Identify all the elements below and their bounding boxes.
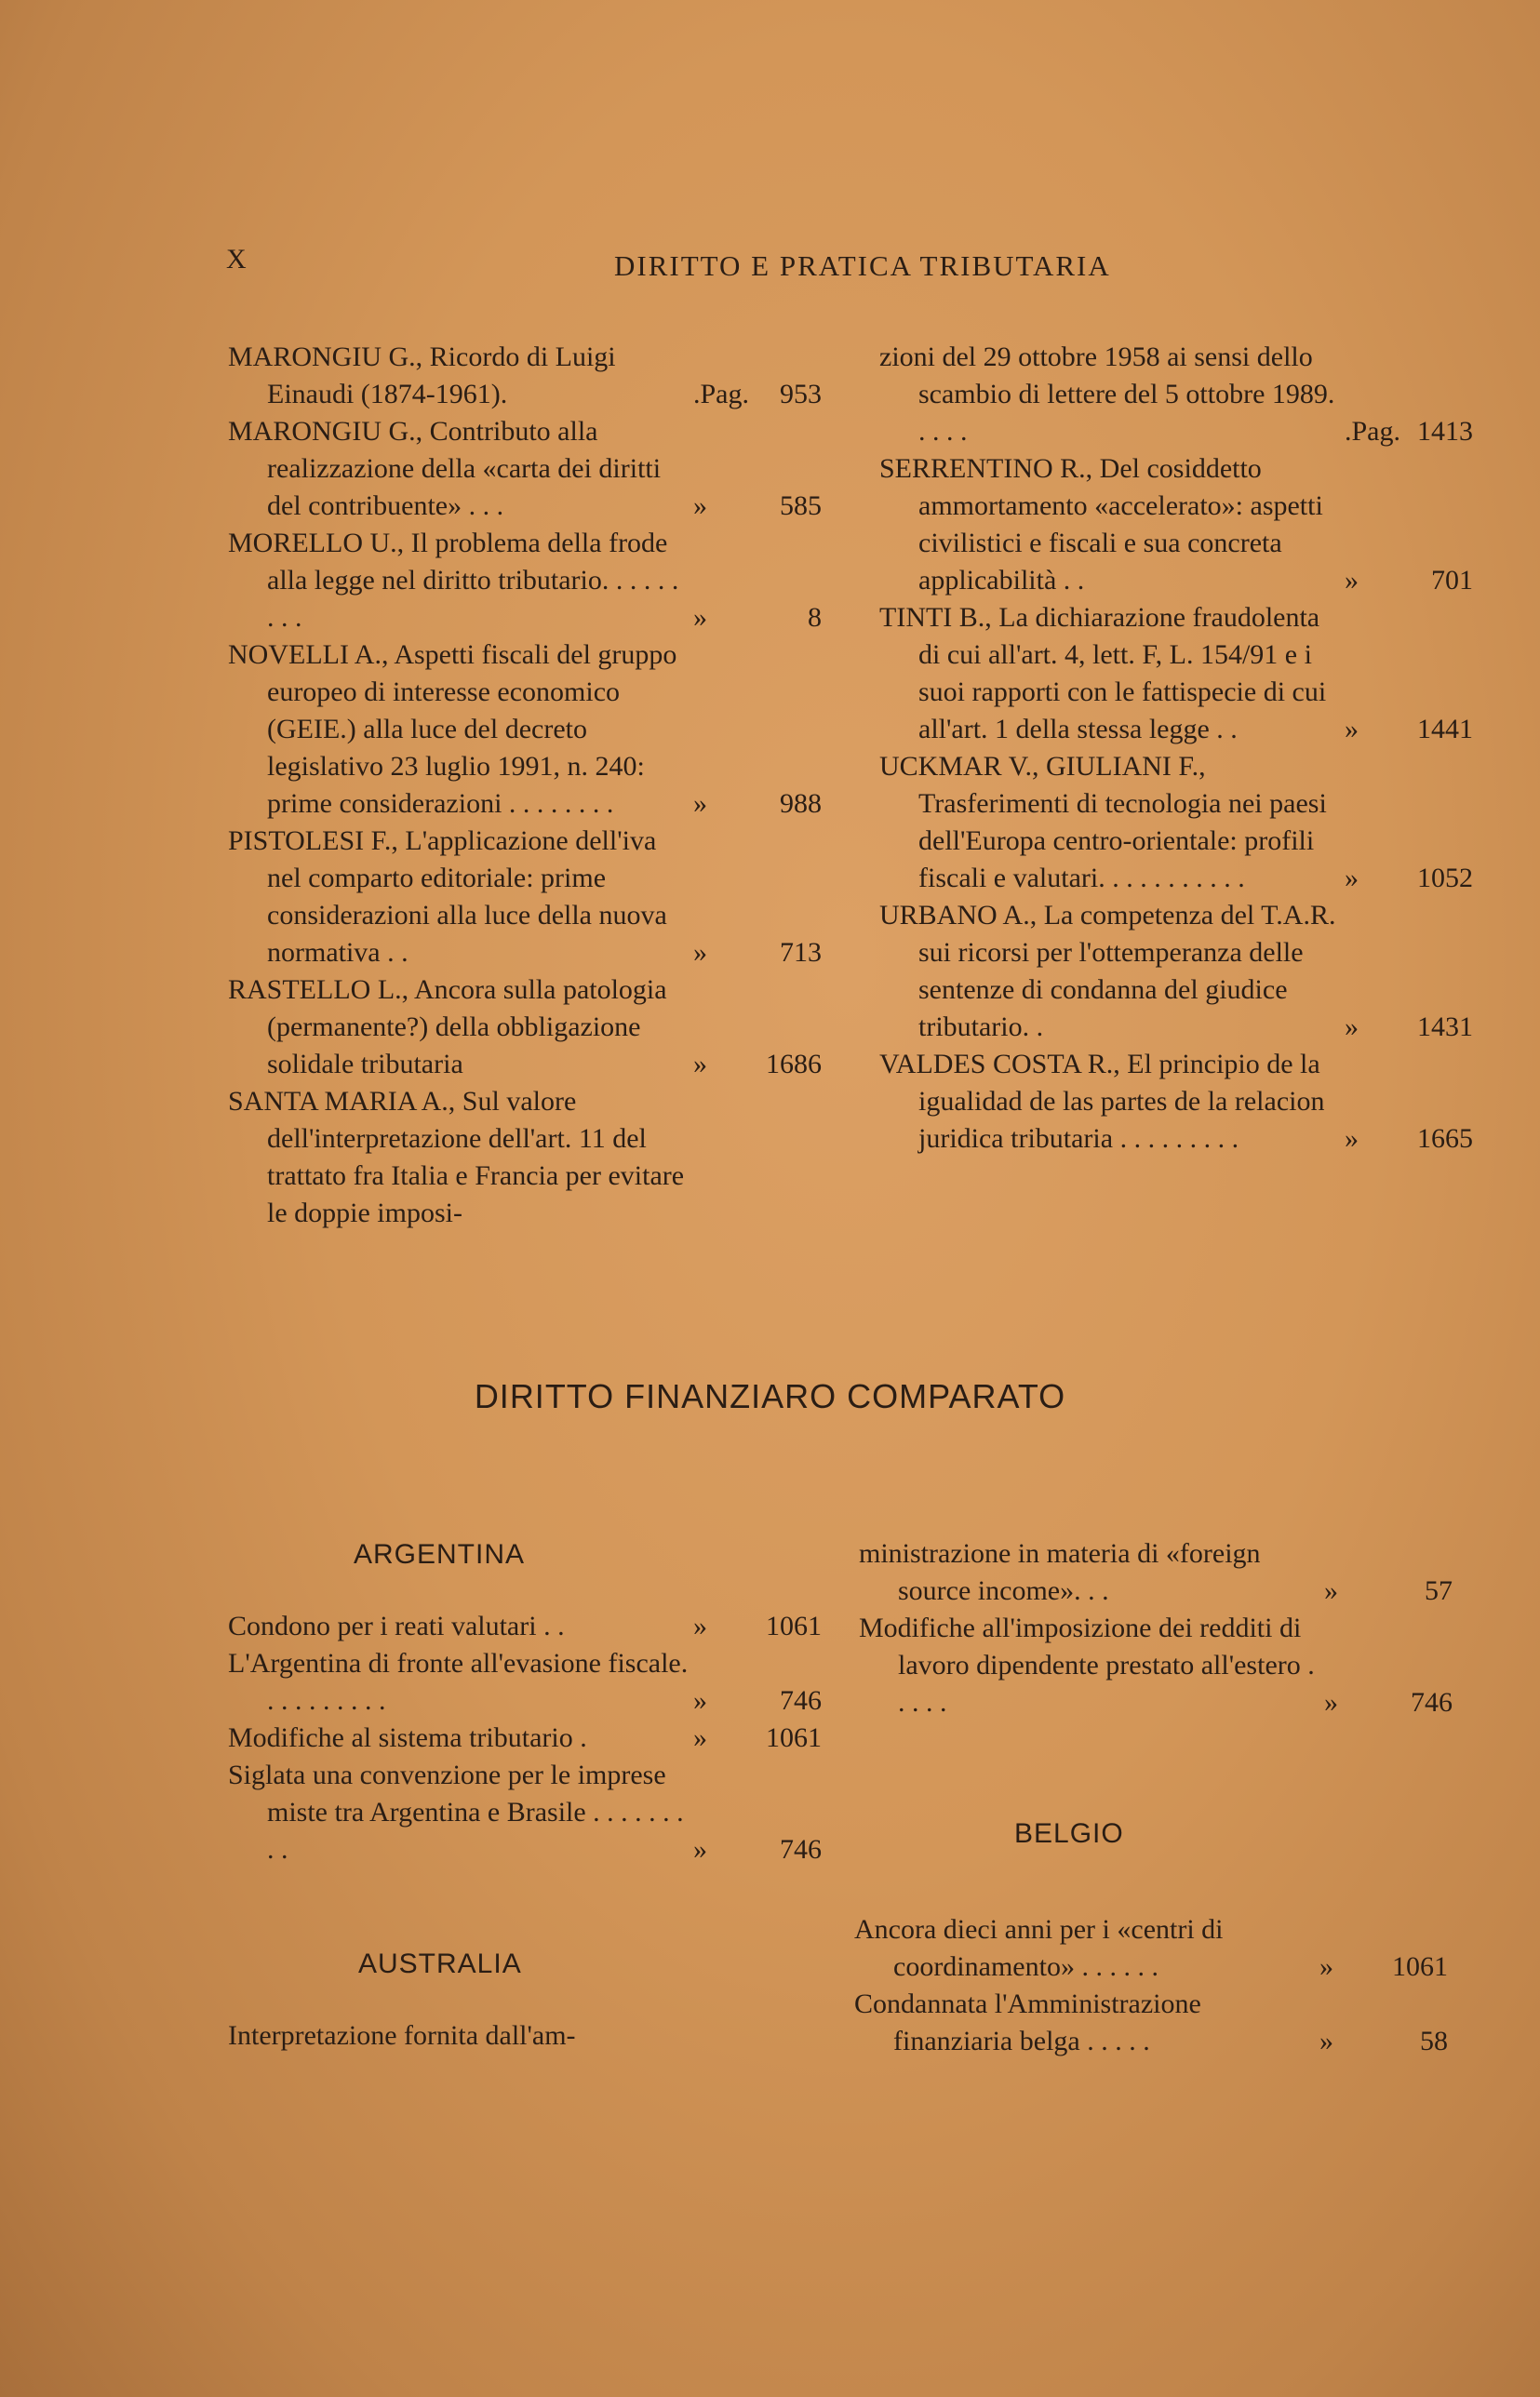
page-number-ref: 746	[1411, 1687, 1453, 1718]
country-heading-argentina: ARGENTINA	[354, 1539, 526, 1570]
page-mark: »	[693, 937, 707, 968]
page-number-ref: 1441	[1417, 714, 1473, 744]
page-mark: »	[1319, 2026, 1333, 2056]
country-heading-belgio: BELGIO	[1014, 1818, 1124, 1849]
page-ref	[1324, 1684, 1454, 1721]
page-number: X	[226, 244, 248, 275]
page-mark: »	[693, 1722, 707, 1753]
page-number-ref: 1431	[1417, 1011, 1473, 1042]
entry-text: MORELLO U., Il problema della frode alla legge nel diritto tributario. . . . . . . . .	[228, 528, 679, 633]
entry-text: URBANO A., La competenza del T.A.R. sui ricorsi per l'ottemperanza delle sentenze di condanna del giudice tributario. .	[879, 900, 1336, 1042]
page-number-ref: 1413	[1417, 416, 1473, 447]
page-number-ref: 701	[1431, 565, 1473, 596]
australia-entries-continued	[859, 1535, 1454, 1721]
index-entry	[879, 748, 1475, 897]
entry-text: Modifiche all'imposizione dei redditi di lavoro dipendente prestato all'estero . . . . .	[859, 1613, 1315, 1718]
page-ref	[1345, 711, 1475, 748]
page-ref	[1345, 562, 1475, 599]
index-entry	[859, 1610, 1454, 1721]
index-entry	[859, 1535, 1454, 1610]
page-ref	[693, 785, 824, 823]
page-number-ref: 57	[1425, 1575, 1453, 1606]
page-mark: .Pag.	[1345, 416, 1400, 447]
index-entry	[228, 1608, 824, 1645]
index-entry	[879, 599, 1475, 748]
entry-text: L'Argentina di fronte all'evasione fiscale. . . . . . . . . .	[228, 1648, 689, 1716]
page-ref	[693, 376, 824, 413]
entry-text: VALDES COSTA R., El principio de la igualidad de las partes de la relacion juridica tributaria . . . . . . . . .	[879, 1049, 1325, 1154]
entry-text: Interpretazione fornita dall'am-	[228, 2020, 576, 2051]
running-head: DIRITTO E PRATICA TRIBUTARIA	[614, 249, 1111, 282]
index-entry	[228, 1757, 824, 1868]
page-mark: »	[693, 1834, 707, 1865]
entry-text: ministrazione in materia di «foreign source income». . .	[859, 1538, 1261, 1606]
page-number-ref: 585	[780, 490, 822, 521]
page-number-ref: 1061	[1392, 1951, 1448, 1982]
page-mark: »	[1324, 1575, 1338, 1606]
page-ref	[1345, 1009, 1475, 1046]
index-entry	[228, 1720, 824, 1757]
index-entry	[879, 339, 1475, 450]
entry-text: Modifiche al sistema tributario .	[228, 1722, 587, 1753]
page-number-ref: 713	[780, 937, 822, 968]
index-entry	[854, 1986, 1450, 2060]
page-mark: .Pag.	[693, 379, 749, 409]
index-column-right	[879, 339, 1475, 1158]
page-mark: »	[1345, 1011, 1359, 1042]
entry-text: zioni del 29 ottobre 1958 ai sensi dello scambio di lettere del 5 ottobre 1989. . . . .	[879, 341, 1335, 447]
australia-entries	[228, 2017, 824, 2055]
page-number-ref: 1061	[766, 1722, 822, 1753]
page-mark: »	[693, 788, 707, 819]
section-title: DIRITTO FINANZIARO COMPARATO	[474, 1377, 1066, 1415]
page-mark: »	[1345, 863, 1359, 893]
page-ref	[693, 1720, 824, 1757]
entry-text: Siglata una convenzione per le imprese miste tra Argentina e Brasile . . . . . . . . .	[228, 1760, 684, 1865]
entry-text: RASTELLO L., Ancora sulla patologia (permanente?) della obbligazione solidale tributaria	[228, 974, 667, 1079]
entry-text: UCKMAR V., GIULIANI F., Trasferimenti di tecnologia nei paesi dell'Europa centro-orientale: profili fiscali e valutari. . . . . . . . . . .	[879, 751, 1327, 893]
index-entry	[228, 1645, 824, 1720]
page-number-ref: 953	[780, 379, 822, 409]
page-mark: »	[1324, 1687, 1338, 1718]
page-ref	[693, 934, 824, 971]
page-number-ref: 988	[780, 788, 822, 819]
index-entry	[228, 2017, 824, 2055]
index-entry	[228, 971, 824, 1083]
page-mark: »	[1345, 565, 1359, 596]
entry-text: PISTOLESI F., L'applicazione dell'iva nel comparto editoriale: prime considerazioni alla luce della nuova normativa . .	[228, 825, 667, 968]
index-entry	[879, 1046, 1475, 1158]
entry-text: TINTI B., La dichiarazione fraudolenta di cui all'art. 4, lett. F, L. 154/91 e i suoi rapporti con le fattispecie di cui all'art. 1 della stessa legge . .	[879, 602, 1327, 744]
page-number-ref: 1052	[1417, 863, 1473, 893]
page-ref	[1345, 413, 1475, 450]
page-mark: »	[1345, 1123, 1359, 1154]
entry-text: Condannata l'Amministrazione finanziaria belga . . . . .	[854, 1989, 1201, 2056]
page-mark: »	[693, 1611, 707, 1641]
page-ref	[1319, 1948, 1450, 1986]
page-number-ref: 1665	[1417, 1123, 1473, 1154]
page-ref	[693, 599, 824, 636]
entry-text: Ancora dieci anni per i «centri di coordinamento» . . . . . .	[854, 1914, 1224, 1982]
page-ref	[693, 1831, 824, 1868]
page-ref	[1324, 1573, 1454, 1610]
page-ref	[693, 1682, 824, 1720]
page-number-ref: 746	[780, 1834, 822, 1865]
index-entry	[854, 1911, 1450, 1986]
page-ref	[693, 1608, 824, 1645]
page-ref	[1319, 2023, 1450, 2060]
index-entry	[228, 823, 824, 971]
argentina-entries	[228, 1608, 824, 1868]
index-entry	[228, 525, 824, 636]
page-number-ref: 1686	[766, 1049, 822, 1079]
page-mark: »	[693, 1049, 707, 1079]
page-number-ref: 8	[808, 602, 822, 633]
country-heading-australia: AUSTRALIA	[358, 1948, 522, 1979]
belgio-entries	[854, 1911, 1450, 2060]
entry-text: SANTA MARIA A., Sul valore dell'interpretazione dell'art. 11 del trattato fra Italia e Francia per evitare le doppie imposi-	[228, 1086, 685, 1228]
page-number-ref: 746	[780, 1685, 822, 1716]
page-mark: »	[693, 1685, 707, 1716]
index-entry	[879, 897, 1475, 1046]
index-column-left	[228, 339, 824, 1232]
page-mark: »	[693, 490, 707, 521]
page-number-ref: 58	[1420, 2026, 1448, 2056]
index-entry	[228, 1083, 824, 1232]
index-entry	[228, 413, 824, 525]
page-ref	[693, 1046, 824, 1083]
index-entry	[228, 339, 824, 413]
entry-text: MARONGIU G., Ricordo di Luigi Einaudi (1874-1961).	[228, 341, 616, 409]
page-ref	[693, 488, 824, 525]
page-number-ref: 1061	[766, 1611, 822, 1641]
index-entry	[228, 636, 824, 823]
page-ref	[1345, 1120, 1475, 1158]
page-mark: »	[1345, 714, 1359, 744]
entry-text: Condono per i reati valutari . .	[228, 1611, 565, 1641]
page-mark: »	[693, 602, 707, 633]
page-ref	[1345, 860, 1475, 897]
index-entry	[879, 450, 1475, 599]
page-mark: »	[1319, 1951, 1333, 1982]
entry-text: NOVELLI A., Aspetti fiscali del gruppo europeo di interesse economico (GEIE.) alla luce del decreto legislativo 23 luglio 1991, n. 240: prime considerazioni . . . . . . . .	[228, 639, 677, 819]
entry-text: MARONGIU G., Contributo alla realizzazione della «carta dei diritti del contribuente» . . .	[228, 416, 662, 521]
entry-text: SERRENTINO R., Del cosiddetto ammortamento «accelerato»: aspetti civilistici e fiscali e sua concreta applicabilità . .	[879, 453, 1323, 596]
